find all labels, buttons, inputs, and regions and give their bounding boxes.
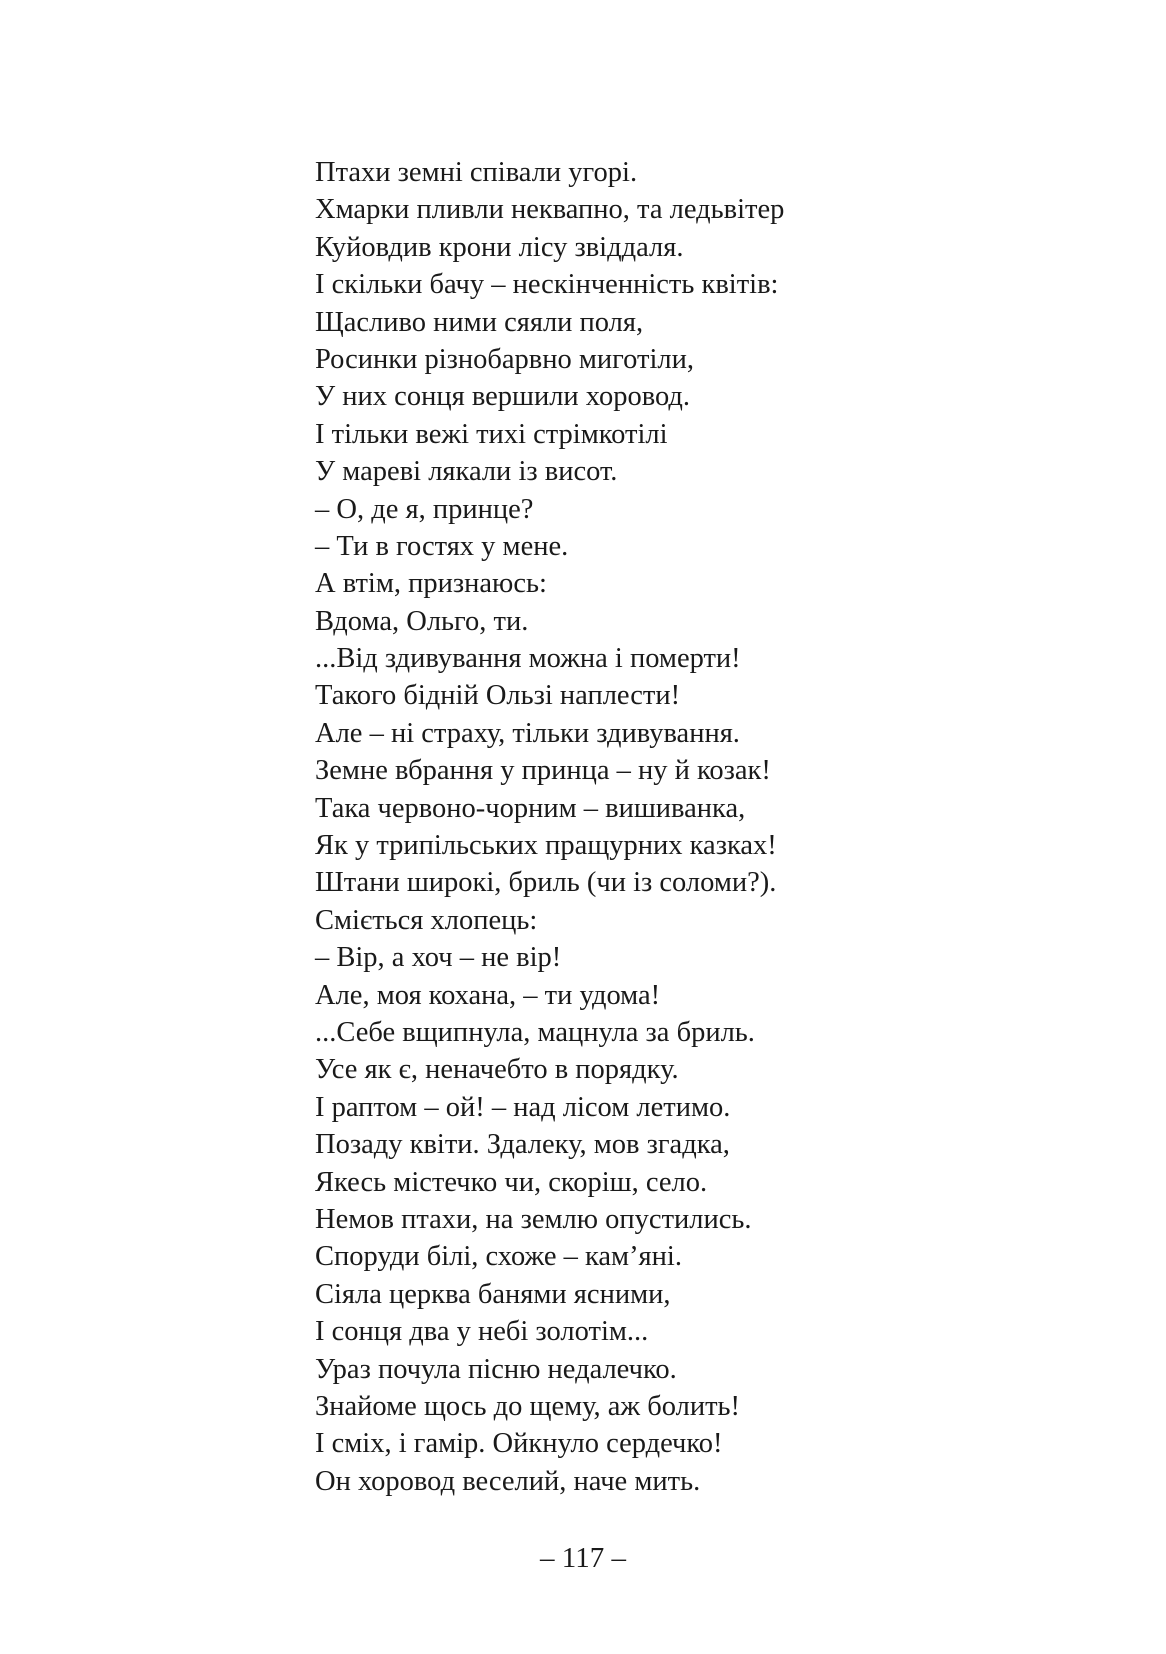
poem-line: Якесь містечко чи, скоріш, село. [315, 1166, 708, 1198]
poem-line: Як у трипільських пращурних казках! [315, 830, 777, 862]
poem-line: У мареві лякали із висот. [315, 456, 618, 488]
poem-line: Он хоровод веселий, наче мить. [315, 1465, 701, 1497]
poem-text [315, 154, 935, 1500]
poem-line: ...Себе вщипнула, мацнула за бриль. [315, 1016, 755, 1048]
poem-line: І скільки бачу – нескінченність квітів: [315, 269, 779, 301]
poem-line: А втім, признаюсь: [315, 568, 547, 600]
poem-line: Але, моя кохана, – ти удома! [315, 979, 661, 1011]
poem-line: Така червоно-чорним – вишиванка, [315, 792, 746, 824]
poem-line: – Ти в гостях у мене. [315, 530, 569, 562]
poem-line: Сміється хлопець: [315, 904, 538, 936]
poem-line: Усе як є, неначебто в порядку. [315, 1054, 679, 1086]
poem-line: І раптом – ой! – над лісом летимо. [315, 1091, 731, 1123]
page-number: – 117 – [540, 1542, 626, 1574]
poem-line: Ураз почула пісню недалечко. [315, 1353, 677, 1385]
poem-line: І сміх, і гамір. Ойкнуло сердечко! [315, 1428, 723, 1460]
poem-line: Такого бідній Ользі наплести! [315, 680, 681, 712]
poem-line: – О, де я, принце? [315, 493, 534, 525]
poem-line: І тільки вежі тихі стрімкотілі [315, 418, 668, 450]
poem-line: Штани широкі, бриль (чи із соломи?). [315, 867, 777, 899]
poem-line: Знайоме щось до щему, аж болить! [315, 1390, 741, 1422]
poem-line: ...Від здивування можна і померти! [315, 643, 741, 675]
poem-line: Щасливо ними сяяли поля, [315, 306, 644, 338]
poem-line: – Вір, а хоч – не вір! [315, 942, 562, 974]
poem-line: Росинки різнобарвно миготіли, [315, 343, 695, 375]
poem-line: У них сонця вершили хоровод. [315, 381, 691, 413]
poem-line: Позаду квіти. Здалеку, мов згадка, [315, 1129, 730, 1161]
poem-line: Куйовдив крони лісу звіддаля. [315, 231, 684, 263]
poem-line: Птахи земні співали угорі. [315, 157, 638, 188]
poem-line: Хмарки пливли неквапно, та ледьвітер [315, 194, 785, 226]
poem-line: Немов птахи, на землю опустились. [315, 1203, 752, 1235]
poem-line: І сонця два у небі золотім... [315, 1316, 649, 1348]
poem-line: Земне вбрання у принца – ну й козак! [315, 755, 771, 787]
poem-line: Вдома, Ольго, ти. [315, 605, 529, 637]
poem-line: Сіяла церква банями ясними, [315, 1278, 671, 1310]
poem-line: Але – ні страху, тільки здивування. [315, 717, 740, 749]
poem-line: Споруди білі, схоже – кам’яні. [315, 1241, 682, 1273]
